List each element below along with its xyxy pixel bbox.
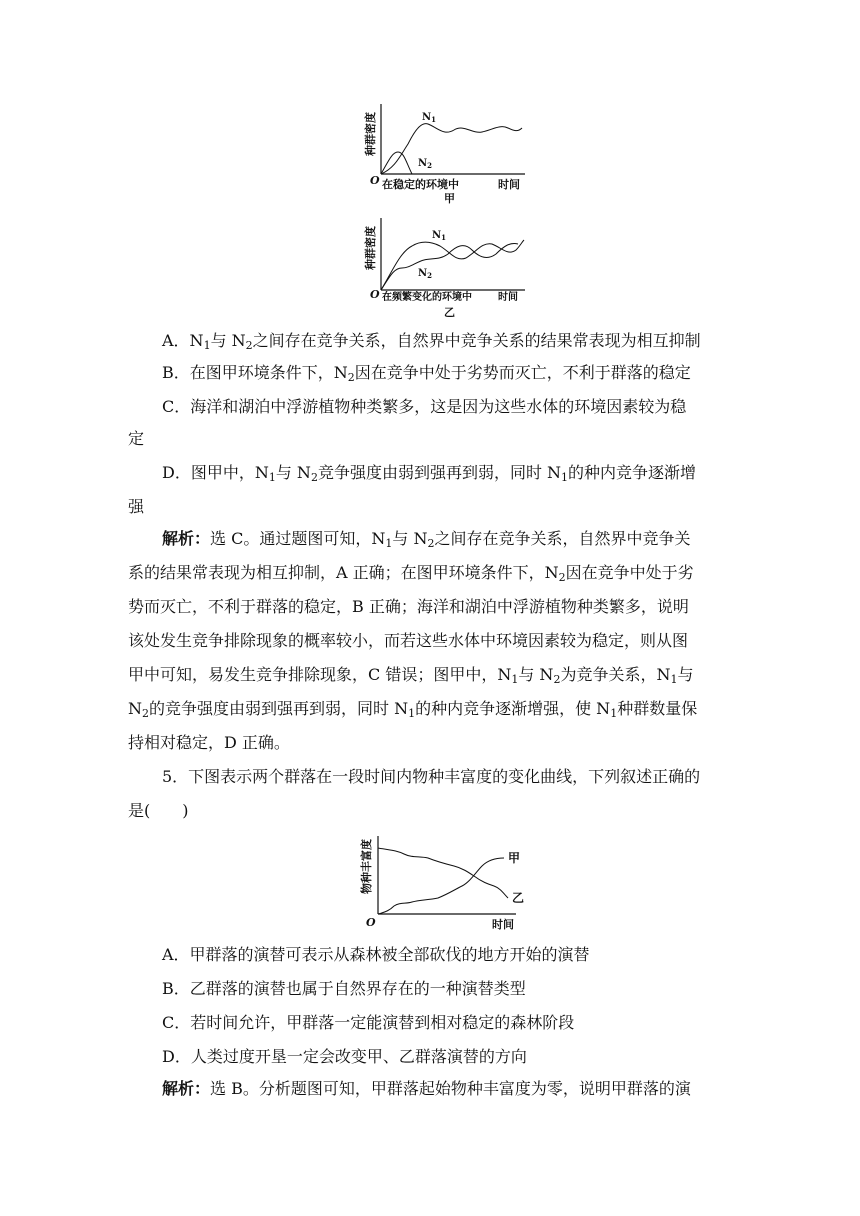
- text: D．图甲中，N: [162, 463, 269, 482]
- q4-analysis-line-7: 持相对稳定，D 正确。: [128, 733, 290, 752]
- sub: 2: [142, 707, 149, 720]
- q4-analysis-line-5: [128, 664, 860, 686]
- q5-stem: 5．下图表示两个群落在一段时间内物种丰富度的变化曲线，下列叙述正确的: [162, 767, 701, 786]
- sub: 1: [670, 673, 678, 686]
- figure-q5-y-label: 物种丰富度: [360, 839, 373, 894]
- text: B．在图甲环境条件下，N: [162, 363, 348, 382]
- figure-jia-curve-n2: [381, 152, 412, 174]
- text: 与 N: [210, 331, 246, 350]
- figure-yi-x-label: 时间: [498, 292, 518, 303]
- figure-q5-curve-jia: [378, 858, 504, 914]
- sub: 1: [610, 707, 618, 720]
- q5-option-b: B．乙群落的演替也属于自然界存在的一种演替类型: [162, 979, 526, 998]
- sub: 2: [553, 673, 561, 686]
- text: 选 C。通过题图可知，N: [210, 529, 386, 548]
- q4-option-d-cont: 强: [128, 497, 145, 516]
- q4-analysis-line-6: [128, 698, 860, 720]
- text: N: [128, 699, 142, 718]
- q4-analysis-line-1: [162, 528, 860, 550]
- q4-option-d: [162, 462, 860, 484]
- figure-jia-origin: O: [370, 174, 380, 187]
- q4-option-c-cont: 定: [128, 429, 145, 448]
- figure-jia-title: 甲: [444, 192, 455, 205]
- figure-q5-curve-yi: [378, 848, 508, 898]
- figure-q5-label-jia: 甲: [508, 851, 521, 865]
- q4-analysis-line-3: 势而灭亡，不利于群落的稳定，B 正确；海洋和湖泊中浮游植物种类繁多，说明: [128, 597, 689, 616]
- sub: 1: [268, 471, 276, 484]
- text: 因在竞争中处于劣: [565, 563, 694, 582]
- text: 的种内竞争逐渐增强，使 N: [415, 699, 611, 718]
- sub: 2: [245, 339, 253, 352]
- figure-yi-curve-n1: [381, 240, 524, 290]
- figure-jia-n2-label: $N_2$: [418, 158, 433, 170]
- figure-jia: [360, 98, 540, 208]
- figure-yi-x-caption: 在频繁变化的环境中: [382, 292, 472, 303]
- text: 与 N: [392, 529, 428, 548]
- text: 与: [677, 665, 694, 684]
- q4-option-b: [162, 362, 860, 384]
- sub: 2: [310, 471, 318, 484]
- figure-jia-y-label: 种群密度: [364, 112, 377, 156]
- q4-analysis-line-4: 该处发生竞争排除现象的概率较小，而若这些水体中环境因素较为稳定，则从图: [128, 631, 689, 650]
- q5-option-a: A．甲群落的演替可表示从森林被全部砍伐的地方开始的演替: [162, 945, 590, 964]
- figure-yi-origin: O: [370, 288, 380, 301]
- sub: 1: [385, 537, 393, 550]
- text: 选 B。分析题图可知，甲群落起始物种丰富度为零，说明甲群落的演: [210, 1079, 691, 1098]
- text: 与 N: [275, 463, 311, 482]
- figure-yi-n1-label: $N_1$: [432, 230, 447, 242]
- text: 种群数量保: [617, 699, 698, 718]
- q4-option-a: [162, 330, 860, 352]
- figure-yi: [360, 212, 540, 320]
- analysis-label: 解析：: [162, 1079, 211, 1098]
- text: 系的结果常表现为相互抑制，A 正确；在图甲环境条件下，N: [128, 563, 559, 582]
- figure-jia-curve-n1: [381, 124, 522, 174]
- figure-yi-y-label: 种群密度: [364, 226, 377, 270]
- text: 甲中可知，易发生竞争排除现象，C 错误；图甲中，N: [128, 665, 512, 684]
- text: 的竞争强度由弱到强再到弱，同时 N: [149, 699, 409, 718]
- q4-option-c: C．海洋和湖泊中浮游植物种类繁多，这是因为这些水体的环境因素较为稳: [162, 397, 687, 416]
- figure-q5-label-yi: 乙: [512, 891, 525, 905]
- text: 竞争强度由弱到强再到弱，同时 N: [317, 463, 562, 482]
- sub: 1: [203, 339, 211, 352]
- text: 因在竞争中处于劣势而灭亡，不利于群落的稳定: [354, 363, 691, 382]
- figure-yi-curve-n2: [381, 243, 518, 290]
- sub: 2: [427, 537, 435, 550]
- figure-jia-n1-label: $N_1$: [422, 112, 437, 124]
- figure-yi-title: 乙: [444, 306, 455, 319]
- figure-jia-x-caption: 在稳定的环境中: [382, 178, 459, 191]
- sub: 2: [347, 371, 355, 384]
- q5-option-d: D．人类过度开垦一定会改变甲、乙群落演替的方向: [162, 1047, 527, 1066]
- text: 之间存在竞争关系，自然界中竞争关系的结果常表现为相互抑制: [252, 331, 701, 350]
- q5-analysis-line-1: [162, 1078, 860, 1100]
- text: 与 N: [518, 665, 554, 684]
- text: 的种内竞争逐渐增: [568, 463, 697, 482]
- text: 之间存在竞争关系，自然界中竞争关: [434, 529, 691, 548]
- figure-q5: [358, 828, 538, 936]
- q5-option-c: C．若时间允许，甲群落一定能演替到相对稳定的森林阶段: [162, 1013, 575, 1032]
- sub: 2: [558, 571, 566, 584]
- sub: 1: [511, 673, 519, 686]
- analysis-label: 解析：: [162, 529, 211, 548]
- sub: 1: [408, 707, 416, 720]
- figure-yi-n2-label: $N_2$: [418, 268, 433, 280]
- figure-q5-origin: O: [366, 916, 376, 929]
- figure-jia-x-label: 时间: [498, 178, 520, 191]
- figure-q5-x-label: 时间: [492, 918, 514, 931]
- text: A．N: [162, 331, 204, 350]
- text: 为竞争关系，N: [560, 665, 671, 684]
- q4-analysis-line-2: [128, 562, 860, 584]
- sub: 1: [561, 471, 569, 484]
- q5-stem-cont: 是( ): [128, 801, 189, 820]
